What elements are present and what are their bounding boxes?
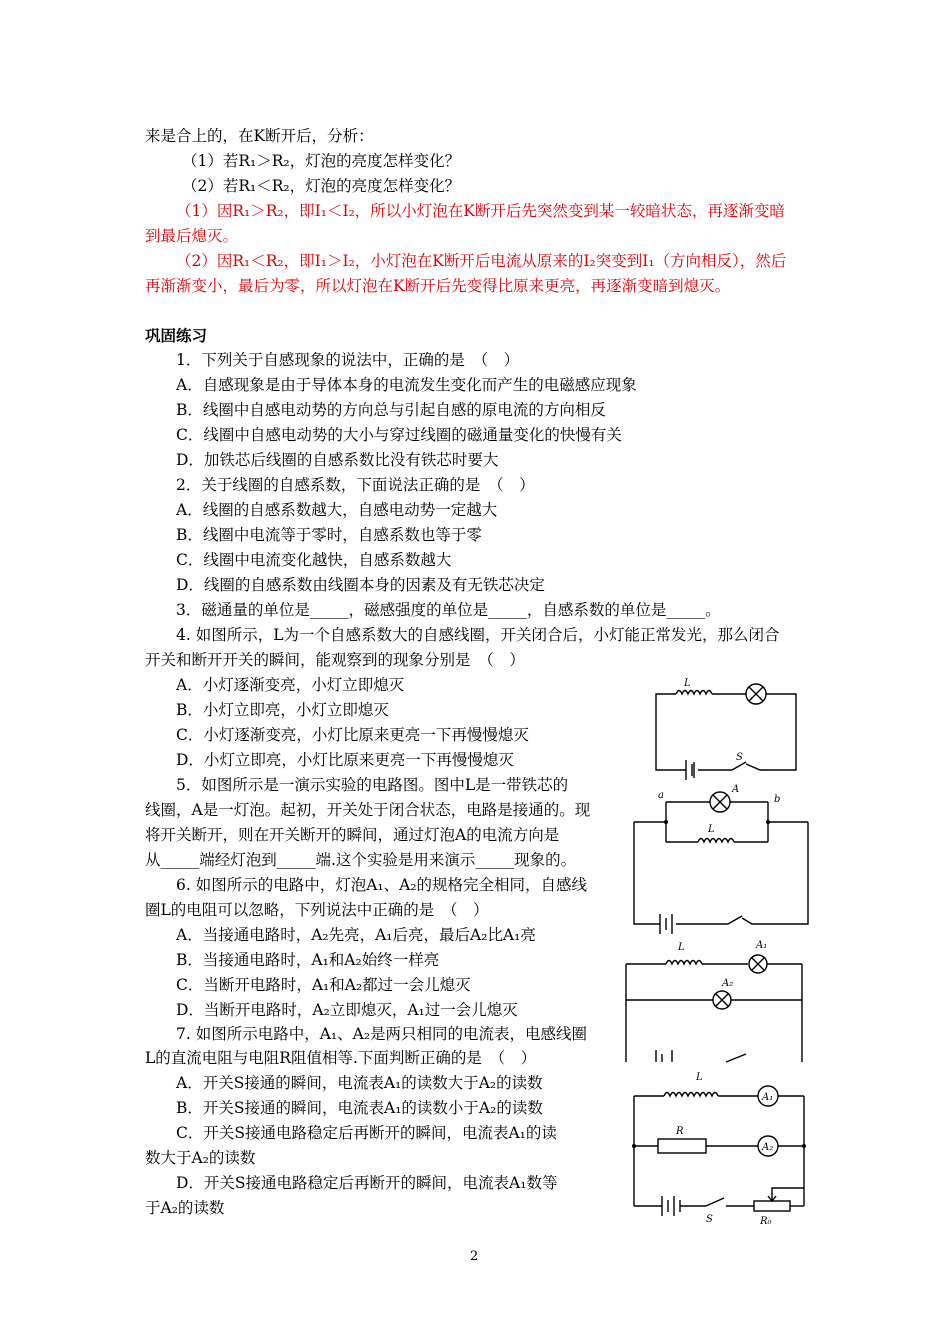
fig2-inductor-label: L [708,824,715,835]
circuit-figure-4 [628,1070,818,1230]
circuit-figure-2 [628,780,818,940]
answer-1-line-2: 到最后熄灭。 [145,227,239,245]
fig3-lamp-a1-label: A₁ [756,940,768,951]
q1-option-b: B．线圈中自感电动势的方向总与引起自感的原电流的方向相反 [176,401,606,419]
q1-option-c: C．线圈中自感电动势的大小与穿过线圈的磁通量变化的快慢有关 [176,426,622,444]
q4-option-c: C．小灯逐渐变亮，小灯比原来更亮一下再慢慢熄灭 [176,726,529,744]
q2-stem: 2．关于线圈的自感系数，下面说法正确的是 （ ） [176,476,535,494]
answer-2-line-1: （2）因R₁＜R₂，即I₁＞I₂，小灯泡在K断开后电流从原来的I₂突变到I₁（方向相反），然后 [176,252,787,270]
fig2-lamp-label: A [732,784,740,795]
fig3-inductor-label: L [678,942,685,953]
q4-stem-line-2: 开关和断开开关的瞬间，能观察到的现象分别是 （ ） [145,651,525,669]
fig2-terminal-a-label: a [658,790,664,801]
circuit-figure-3 [622,938,812,1066]
fig4-resistor-label: R [676,1126,684,1137]
q1-option-a: A．自感现象是由于导体本身的电流发生变化而产生的电磁感应现象 [176,376,637,394]
fig4-inductor-label: L [696,1072,703,1083]
intro-question-1: （1）若R₁＞R₂，灯泡的亮度怎样变化？ [182,152,461,170]
answer-1-line-1: （1）因R₁＞R₂，即I₁＜I₂，所以小灯泡在K断开后先突然变到某一较暗状态，再逐渐变暗 [176,202,785,220]
q7-option-a: A．开关S接通的瞬间，电流表A₁的读数大于A₂的读数 [176,1074,543,1092]
q6-option-d: D．当断开电路时，A₂立即熄灭，A₁过一会儿熄灭 [176,1001,518,1019]
q1-option-d: D．加铁芯后线圈的自感系数比没有铁芯时要大 [176,451,499,469]
q5-line-3: 将开关断开，则在开关断开的瞬间，通过灯泡A的电流方向是 [145,826,560,844]
q7-option-d-line-2: 于A₂的读数 [145,1199,225,1217]
answer-2-line-2: 再渐渐变小，最后为零，所以灯泡在K断开后先变得比原来更亮，再逐渐变暗到熄灭。 [145,277,731,295]
q6-line-1: 6. 如图所示的电路中，灯泡A₁、A₂的规格完全相同，自感线 [176,876,588,894]
q7-option-b: B．开关S接通的瞬间，电流表A₁的读数小于A₂的读数 [176,1099,543,1117]
fig4-rheostat-label: R₀ [760,1216,772,1227]
page-number: 2 [470,1249,479,1264]
fig1-inductor-label: L [684,678,691,689]
q7-line-1: 7. 如图所示电路中，A₁、A₂是两只相同的电流表，电感线圈 [176,1025,588,1043]
q3-stem: 3．磁通量的单位是_____，磁感强度的单位是_____，自感系数的单位是_____。 [176,601,721,619]
q2-option-c: C．线圈中电流变化越快，自感系数越大 [176,551,452,569]
fig1-switch-label: S [736,752,743,763]
q2-option-d: D．线圈的自感系数由线圈本身的因素及有无铁芯决定 [176,576,545,594]
fig4-ammeter-a2-label: A₂ [762,1142,774,1153]
fig2-terminal-b-label: b [774,794,781,805]
q2-option-a: A．线圈的自感系数越大，自感电动势一定越大 [176,501,498,519]
q5-line-2: 线圈，A是一灯泡。起初，开关处于闭合状态，电路是接通的。现 [145,801,591,819]
section-title: 巩固练习 [145,326,208,345]
q6-option-a: A．当接通电路时，A₂先亮，A₁后亮，最后A₂比A₁亮 [176,926,536,944]
q4-stem-line-1: 4. 如图所示，L为一个自感系数大的自感线圈，开关闭合后，小灯能正常发光，那么闭合 [176,626,780,644]
q4-option-a: A．小灯逐渐变亮，小灯立即熄灭 [176,676,405,694]
q5-line-4: 从_____端经灯泡到_____端.这个实验是用来演示_____现象的。 [145,851,577,869]
q6-option-b: B．当接通电路时，A₁和A₂始终一样亮 [176,951,440,969]
intro-line: 来是合上的，在K断开后，分析： [145,127,374,145]
q6-line-2: 圈L的电阻可以忽略，下列说法中正确的是 （ ） [145,901,489,919]
q1-stem: 1．下列关于自感现象的说法中，正确的是 （ ） [176,351,520,369]
q7-option-d-line-1: D．开关S接通电路稳定后再断开的瞬间，电流表A₁数等 [176,1174,558,1192]
q7-line-2: L的直流电阻与电阻R阻值相等.下面判断正确的是 （ ） [145,1049,537,1067]
fig3-lamp-a2-label: A₂ [722,978,734,989]
fig4-ammeter-a1-label: A₁ [762,1092,774,1103]
q2-option-b: B．线圈中电流等于零时，自感系数也等于零 [176,526,482,544]
q4-option-b: B．小灯立即亮，小灯立即熄灭 [176,701,389,719]
q6-option-c: C．当断开电路时，A₁和A₂都过一会儿熄灭 [176,976,471,994]
circuit-figure-1 [650,674,800,780]
q7-option-c-line-2: 数大于A₂的读数 [145,1149,256,1167]
q4-option-d: D．小灯立即亮，小灯比原来更亮一下再慢慢熄灭 [176,751,514,769]
q5-line-1: 5．如图所示是一演示实验的电路图。图中L是一带铁芯的 [176,776,569,794]
q7-option-c-line-1: C．开关S接通电路稳定后再断开的瞬间，电流表A₁的读 [176,1124,557,1142]
fig4-switch-label: S [706,1214,713,1225]
intro-question-2: （2）若R₁＜R₂，灯泡的亮度怎样变化？ [182,177,461,195]
